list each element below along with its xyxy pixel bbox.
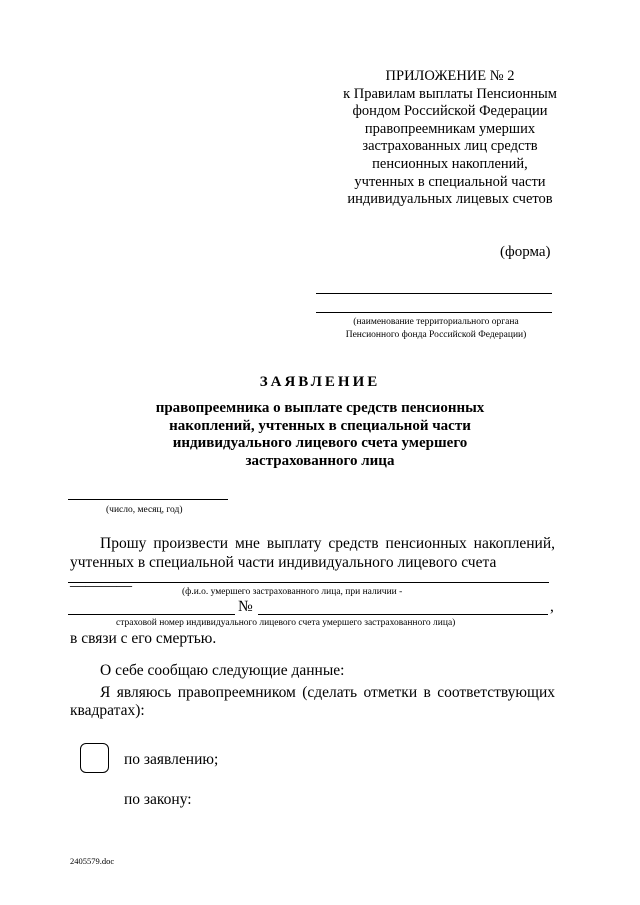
- org-caption: [318, 316, 554, 342]
- appendix-header: [300, 68, 600, 209]
- request-line-2: учтенных в специальной части индивидуального лицевого счета ________: [70, 554, 497, 589]
- snils-caption: страховой номер индивидуального лицевого счета умершего застрахованного лица): [116, 618, 456, 628]
- by-application-label: по заявлению;: [124, 751, 219, 768]
- appendix-title: ПРИЛОЖЕНИЕ № 2: [385, 68, 515, 84]
- by-application-checkbox[interactable]: [80, 743, 109, 773]
- document-subtitle: [120, 400, 520, 470]
- fio-caption: (ф.и.о. умершего застрахованного лица, при наличии -: [182, 587, 403, 597]
- org-name-line-1[interactable]: [316, 293, 552, 294]
- org-name-line-2[interactable]: [316, 312, 552, 313]
- appendix-line: индивидуальных лицевых счетов: [347, 191, 553, 208]
- snils-field-line[interactable]: [258, 614, 548, 615]
- document-title: ЗАЯВЛЕНИЕ: [259, 374, 381, 390]
- org-caption-line: (наименование территориального органа: [353, 317, 519, 327]
- by-law-label: по закону:: [124, 791, 192, 808]
- about-intro: О себе сообщаю следующие данные:: [100, 662, 345, 679]
- subtitle-line: индивидуального лицевого счета умершего: [172, 435, 468, 451]
- subtitle-line: застрахованного лица: [245, 452, 395, 469]
- snils-comma: ,: [550, 598, 554, 615]
- subtitle-line: накоплений, учтенных в специальной части: [169, 417, 471, 434]
- footer-filename: 2405579.doc: [70, 856, 115, 866]
- number-sign: №: [238, 598, 253, 615]
- fio-field-line-continued[interactable]: [68, 614, 235, 615]
- successor-line-1: Я являюсь правопреемником (сделать отметки в соответствующих: [100, 684, 555, 701]
- appendix-line: фондом Российской Федерации: [352, 103, 548, 120]
- subtitle-line: правопреемника о выплате средств пенсионных: [155, 400, 485, 416]
- appendix-line: к Правилам выплаты Пенсионным: [343, 85, 557, 102]
- appendix-line: пенсионных накоплений,: [372, 155, 528, 172]
- fio-field-line[interactable]: [68, 582, 549, 583]
- date-field-line[interactable]: [68, 499, 228, 500]
- appendix-line: правопреемникам умерших: [364, 120, 536, 137]
- org-caption-line: Пенсионного фонда Российской Федерации): [345, 330, 527, 340]
- appendix-line: застрахованных лиц средств: [362, 138, 538, 155]
- appendix-line: учтенных в специальной части: [354, 173, 546, 190]
- death-statement: в связи с его смертью.: [70, 630, 217, 647]
- form-label: (форма): [500, 244, 551, 260]
- request-line-1: Прошу произвести мне выплату средств пенсионных накоплений,: [100, 535, 555, 552]
- successor-line-2: квадратах):: [70, 702, 145, 719]
- date-caption: (число, месяц, год): [106, 505, 183, 515]
